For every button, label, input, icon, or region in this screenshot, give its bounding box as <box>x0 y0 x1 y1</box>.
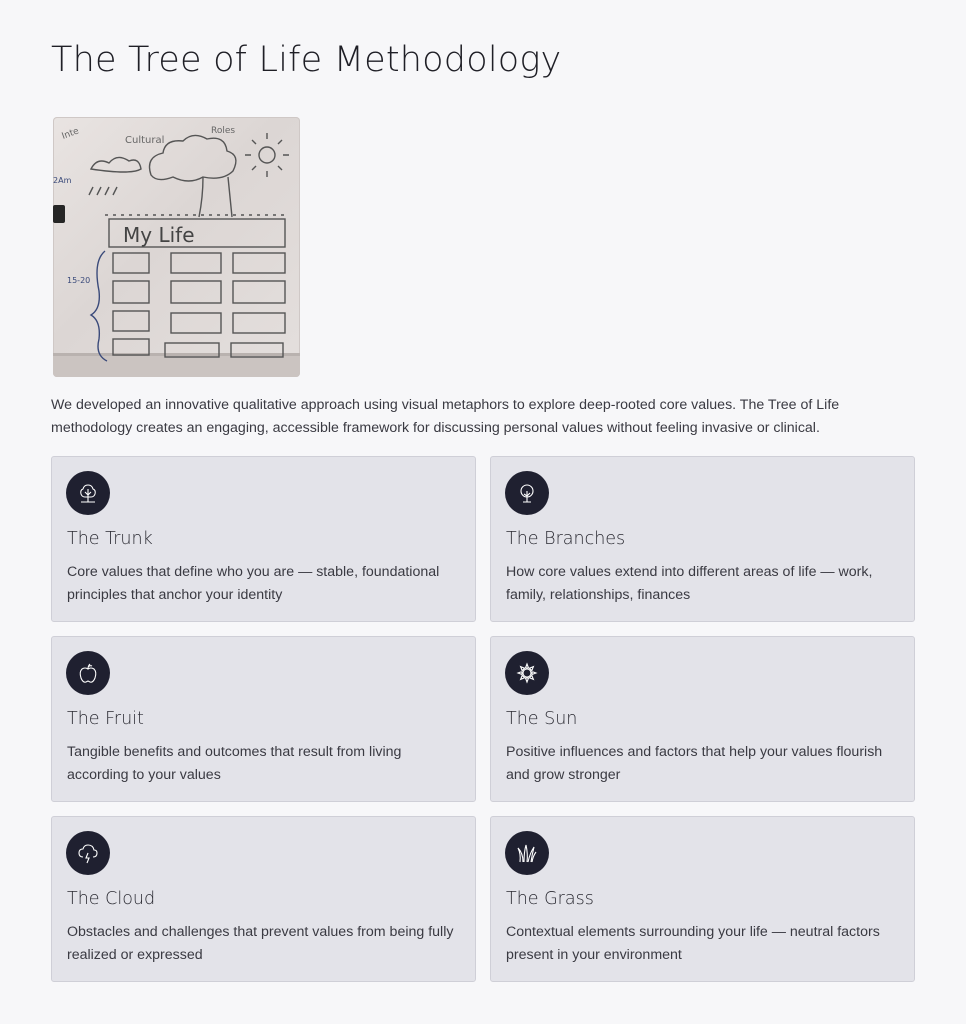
grass-icon <box>505 831 549 875</box>
card-title: The Fruit <box>67 709 144 729</box>
card-cloud <box>51 816 476 982</box>
whiteboard-photo <box>53 117 300 377</box>
card-fruit <box>51 636 476 802</box>
card-branches <box>490 456 915 622</box>
card-description: How core values extend into different areas of life — work, family, relationships, finances <box>506 564 873 603</box>
intro-paragraph: We developed an innovative qualitative approach using visual metaphors to explore deep-rooted core values. The Tree of Life methodology creates an engaging, accessible framework for discussing personal values without feeling invasive or clinical. <box>51 397 840 436</box>
card-title: The Branches <box>506 529 626 549</box>
storm-cloud-icon <box>66 831 110 875</box>
whiteboard-note-cultural: Cultural <box>125 135 165 146</box>
card-title: The Cloud <box>67 889 156 909</box>
sun-icon <box>505 651 549 695</box>
svg-text:15-20: 15-20 <box>67 276 91 285</box>
card-title: The Grass <box>506 889 594 909</box>
card-sun <box>490 636 915 802</box>
whiteboard-heading: My Life <box>123 223 195 247</box>
whiteboard-sketch <box>53 117 300 377</box>
card-title: The Sun <box>506 709 578 729</box>
card-description: Core values that define who you are — stable, foundational principles that anchor your identity <box>67 564 440 603</box>
tree-icon <box>505 471 549 515</box>
card-description: Obstacles and challenges that prevent values from being fully realized or expressed <box>67 924 454 963</box>
card-grass <box>490 816 915 982</box>
page-title: The Tree of Life Methodology <box>51 40 562 80</box>
card-title: The Trunk <box>67 529 153 549</box>
svg-text:Inte: Inte <box>60 126 81 142</box>
card-trunk <box>51 456 476 622</box>
svg-text:2Am: 2Am <box>53 176 72 185</box>
metaphor-grid <box>51 456 915 982</box>
card-description: Positive influences and factors that help your values flourish and grow stronger <box>506 744 883 783</box>
apple-icon <box>66 651 110 695</box>
trees-icon <box>66 471 110 515</box>
card-description: Contextual elements surrounding your life — neutral factors present in your environment <box>506 924 880 963</box>
card-description: Tangible benefits and outcomes that result from living according to your values <box>67 744 402 783</box>
whiteboard-note-roles: Roles <box>211 126 236 136</box>
